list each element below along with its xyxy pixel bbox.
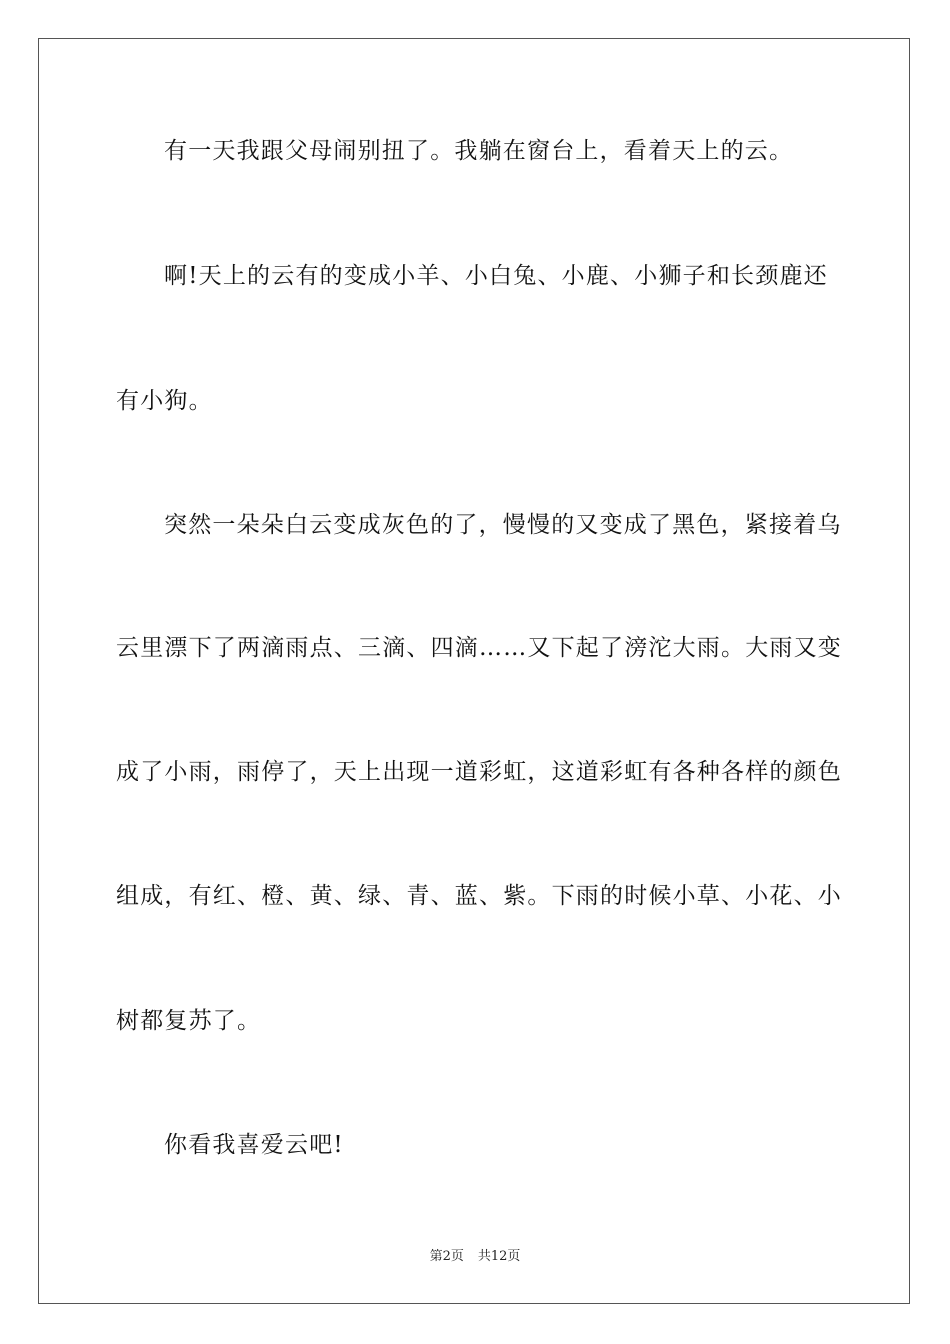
paragraph-line: 树都复苏了。 bbox=[116, 1008, 262, 1034]
paragraph-line: 云里漂下了两滴雨点、三滴、四滴……又下起了滂沱大雨。大雨又变 bbox=[116, 635, 842, 661]
paragraph-line: 突然一朵朵白云变成灰色的了，慢慢的又变成了黑色，紧接着乌 bbox=[164, 512, 842, 538]
paragraph-line: 你看我喜爱云吧! bbox=[164, 1132, 344, 1158]
paragraph-line: 有一天我跟父母闹别扭了。我躺在窗台上，看着天上的云。 bbox=[164, 138, 794, 164]
page-total: 共12页 bbox=[477, 1249, 521, 1264]
page-border bbox=[38, 38, 910, 1304]
paragraph-line: 啊!天上的云有的变成小羊、小白兔、小鹿、小狮子和长颈鹿还 bbox=[164, 263, 828, 289]
paragraph-line: 组成，有红、橙、黄、绿、青、蓝、紫。下雨的时候小草、小花、小 bbox=[116, 883, 842, 909]
page-footer bbox=[0, 1248, 950, 1266]
paragraph-line: 成了小雨，雨停了，天上出现一道彩虹，这道彩虹有各种各样的颜色 bbox=[116, 759, 842, 785]
paragraph-line: 有小狗。 bbox=[116, 388, 213, 414]
page-number: 第2页 bbox=[429, 1249, 464, 1264]
